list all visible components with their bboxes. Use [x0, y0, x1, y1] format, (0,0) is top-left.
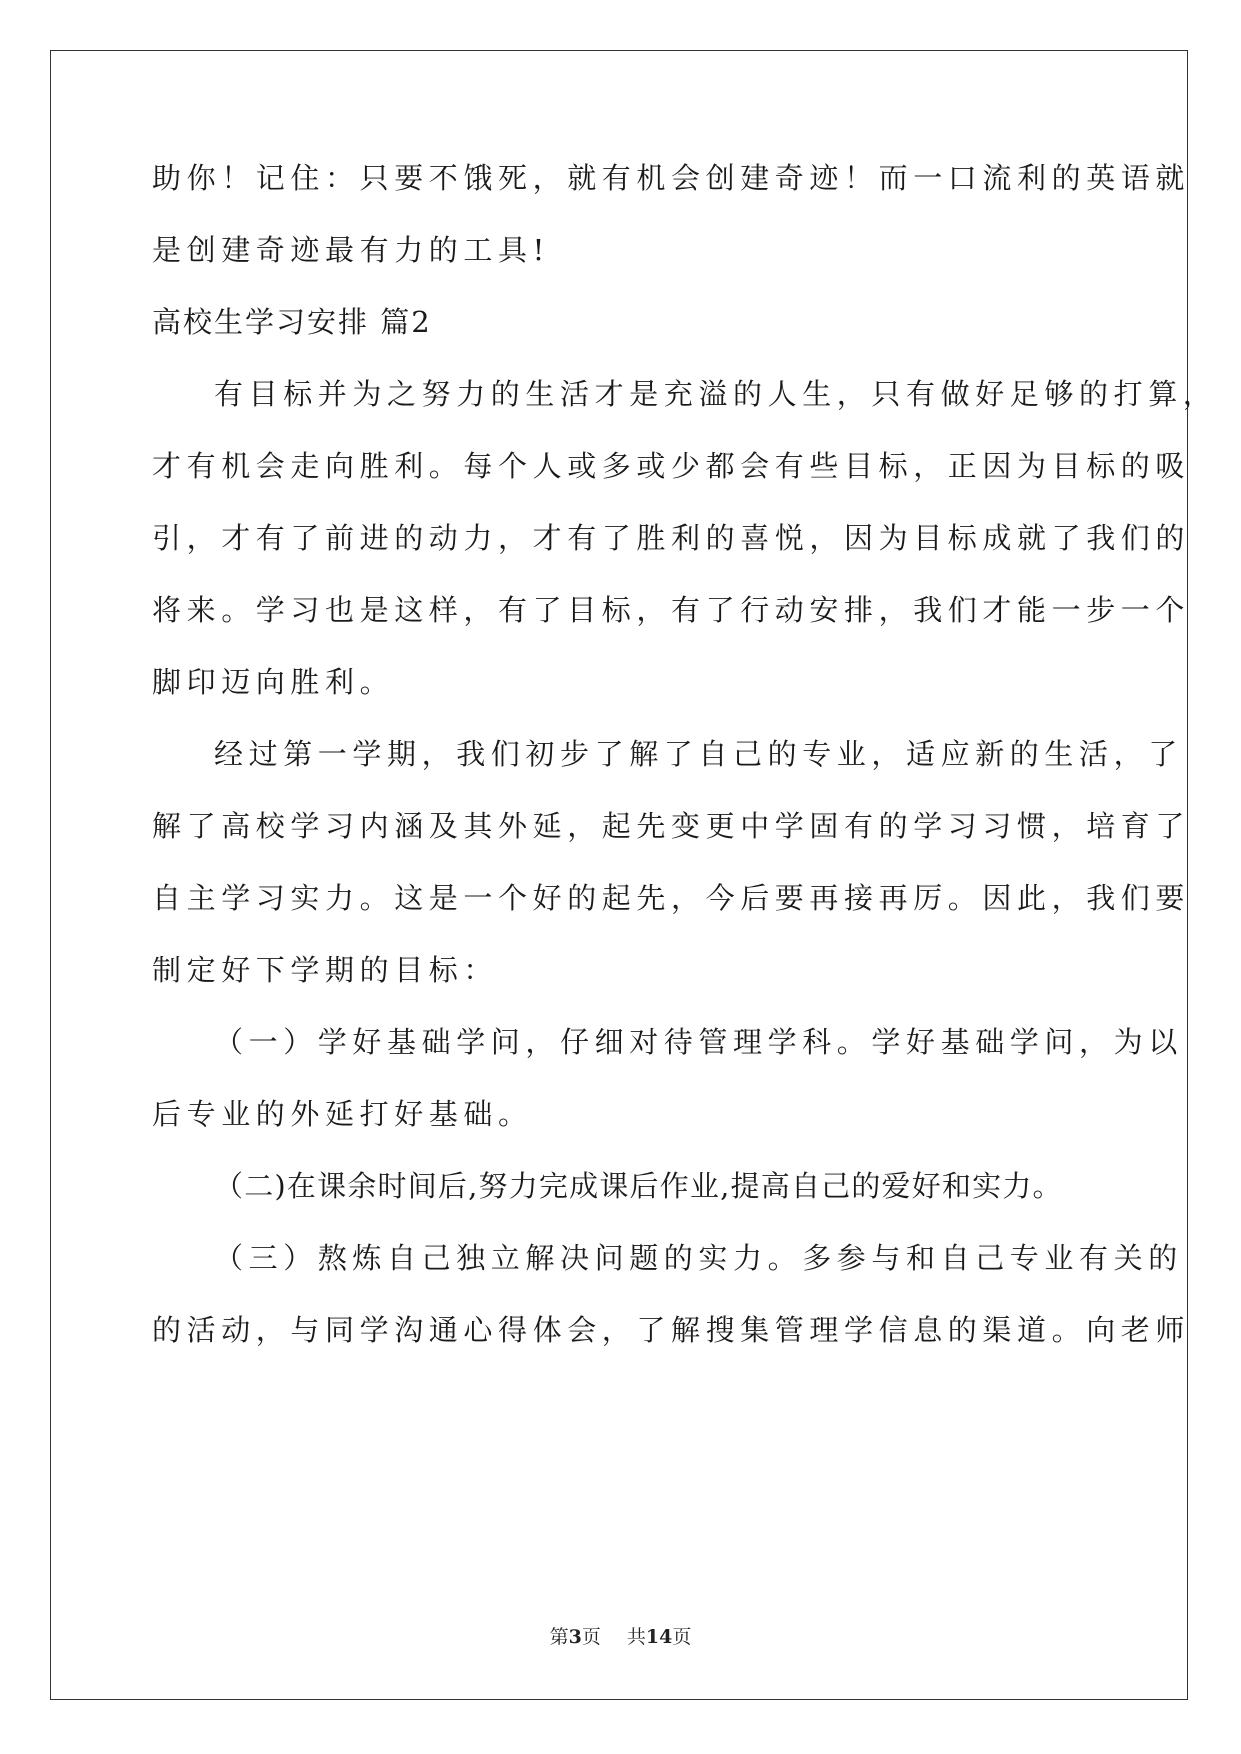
body-line: 脚印迈向胜利。 [152, 665, 395, 699]
list-item-line: 的活动，与同学沟通心得体会，了解搜集管理学信息的渠道。向老师 [152, 1313, 1191, 1347]
body-line: 是创建奇迹最有力的工具! [152, 233, 550, 267]
body-line: 经过第一学期，我们初步了解了自己的专业，适应新的生活，了 [214, 737, 1183, 771]
list-item-line: （二)在课余时间后,努力完成课后作业,提高自己的爱好和实力。 [214, 1169, 1063, 1203]
list-item-line: （三）熬炼自己独立解决问题的实力。多参与和自己专业有关的 [214, 1241, 1183, 1275]
body-line: 才有机会走向胜利。每个人或多或少都会有些目标，正因为目标的吸 [152, 449, 1191, 483]
list-item-line: （一）学好基础学问，仔细对待管理学科。学好基础学问，为以 [214, 1025, 1183, 1059]
list-item-line: 后专业的外延打好基础。 [152, 1097, 533, 1131]
body-line: 助你！记住：只要不饿死，就有机会创建奇迹！而一口流利的英语就 [152, 161, 1191, 195]
page-label-prefix: 第 [549, 1626, 569, 1648]
total-label-suffix: 页 [672, 1626, 692, 1648]
body-line: 有目标并为之努力的生活才是充溢的人生，只有做好足够的打算， [214, 377, 1218, 411]
body-line: 制定好下学期的目标： [152, 953, 499, 987]
page-footer [0, 1622, 1241, 1649]
page-label-suffix: 页 [581, 1626, 601, 1648]
section-heading: 高校生学习安排 篇2 [152, 305, 432, 339]
body-line: 自主学习实力。这是一个好的起先，今后要再接再厉。因此，我们要 [152, 881, 1191, 915]
total-label-prefix: 共 [626, 1626, 646, 1648]
body-line: 将来。学习也是这样，有了目标，有了行动安排，我们才能一步一个 [152, 593, 1191, 627]
body-line: 引，才有了前进的动力，才有了胜利的喜悦，因为目标成就了我们的 [152, 521, 1191, 555]
page-number: 3 [568, 1626, 582, 1648]
body-line: 解了高校学习内涵及其外延，起先变更中学固有的学习习惯，培育了 [152, 809, 1191, 843]
total-pages: 14 [645, 1626, 673, 1648]
document-body [152, 160, 1218, 1384]
